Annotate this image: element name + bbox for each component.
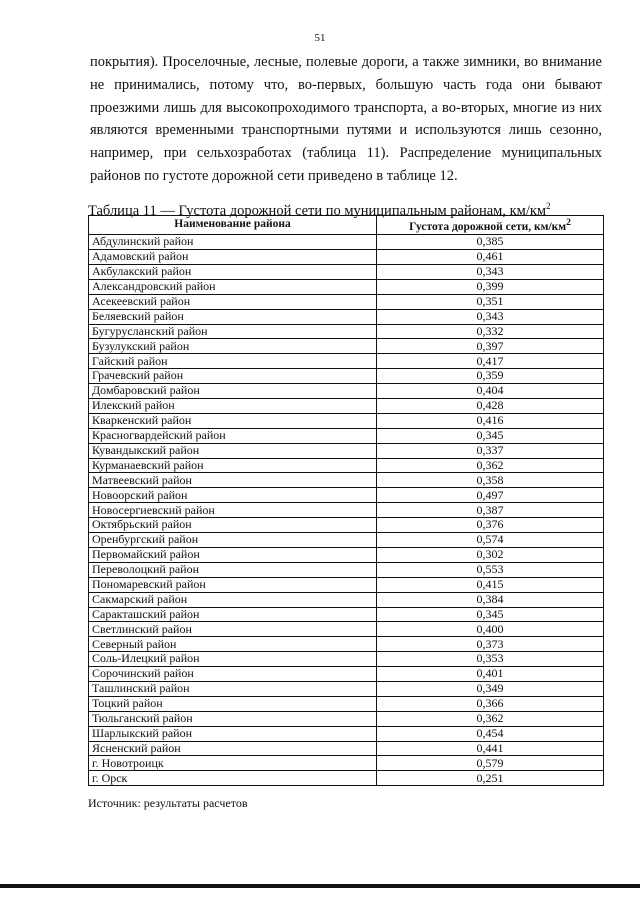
- table-row: [89, 488, 604, 503]
- table-row: [89, 354, 604, 369]
- table-row: [89, 369, 604, 384]
- district-name-cell: Соль-Илецкий район: [89, 652, 377, 667]
- road-density-cell: 0,553: [377, 562, 604, 577]
- road-density-cell: 0,376: [377, 518, 604, 533]
- table-row: [89, 413, 604, 428]
- table-row: [89, 250, 604, 265]
- road-density-cell: 0,359: [377, 369, 604, 384]
- district-name-cell: Красногвардейский район: [89, 428, 377, 443]
- road-density-cell: 0,337: [377, 443, 604, 458]
- table-row: [89, 547, 604, 562]
- table-row: [89, 681, 604, 696]
- table-row: [89, 637, 604, 652]
- road-density-cell: 0,385: [377, 235, 604, 250]
- table-row: [89, 294, 604, 309]
- table-row: [89, 428, 604, 443]
- table-row: [89, 309, 604, 324]
- district-name-cell: Светлинский район: [89, 622, 377, 637]
- table-row: [89, 235, 604, 250]
- table-row: [89, 771, 604, 786]
- district-name-cell: Беляевский район: [89, 309, 377, 324]
- district-name-cell: Тоцкий район: [89, 696, 377, 711]
- district-name-cell: Александровский район: [89, 279, 377, 294]
- table-row: [89, 324, 604, 339]
- road-density-cell: 0,332: [377, 324, 604, 339]
- district-name-cell: Сорочинский район: [89, 667, 377, 682]
- page-number: 51: [314, 32, 326, 44]
- table-row: [89, 726, 604, 741]
- road-density-cell: 0,417: [377, 354, 604, 369]
- district-name-cell: Ташлинский район: [89, 681, 377, 696]
- table-row: [89, 741, 604, 756]
- road-density-cell: 0,302: [377, 547, 604, 562]
- table-row: [89, 622, 604, 637]
- table-row: [89, 458, 604, 473]
- table-row: [89, 503, 604, 518]
- district-name-cell: Ясненский район: [89, 741, 377, 756]
- table-row: [89, 711, 604, 726]
- road-density-cell: 0,416: [377, 413, 604, 428]
- body-paragraph: покрытия). Проселочные, лесные, полевые дороги, а также зимники, во внимание не принимались, потому что, во-первых, большую часть года они бывают проезжими лишь для высокопроходимого транспорта, а во-вторых, многие из них являются временными транспортными путями и используются лишь сезонно, например, при сельхозработах (таблица 11). Распределение муниципальных районов по густоте дорожной сети приведено в таблице 12.: [90, 54, 602, 184]
- road-density-table: [88, 215, 604, 786]
- district-name-cell: Курманаевский район: [89, 458, 377, 473]
- table-row: [89, 265, 604, 280]
- district-name-cell: Тюльганский район: [89, 711, 377, 726]
- district-name-cell: Асекеевский район: [89, 294, 377, 309]
- road-density-cell: 0,345: [377, 428, 604, 443]
- table-row: [89, 592, 604, 607]
- district-name-cell: Домбаровский район: [89, 384, 377, 399]
- district-name-cell: Новоорский район: [89, 488, 377, 503]
- road-density-cell: 0,454: [377, 726, 604, 741]
- road-density-cell: 0,345: [377, 607, 604, 622]
- road-density-cell: 0,400: [377, 622, 604, 637]
- road-density-cell: 0,351: [377, 294, 604, 309]
- district-name-cell: г. Новотроицк: [89, 756, 377, 771]
- road-density-cell: 0,349: [377, 681, 604, 696]
- road-density-cell: 0,362: [377, 458, 604, 473]
- table-row: [89, 399, 604, 414]
- road-density-cell: 0,497: [377, 488, 604, 503]
- district-name-cell: Абдулинский район: [89, 235, 377, 250]
- road-density-cell: 0,353: [377, 652, 604, 667]
- table-row: [89, 667, 604, 682]
- table-row: [89, 533, 604, 548]
- road-density-cell: 0,579: [377, 756, 604, 771]
- table-row: [89, 518, 604, 533]
- road-density-cell: 0,251: [377, 771, 604, 786]
- district-name-cell: Сакмарский район: [89, 592, 377, 607]
- table-caption-text: Таблица 11 — Густота дорожной сети по муниципальным районам, км/км: [88, 203, 547, 219]
- district-name-cell: Северный район: [89, 637, 377, 652]
- header-road-density-superscript: 2: [566, 217, 571, 228]
- road-density-cell: 0,366: [377, 696, 604, 711]
- table-row: [89, 279, 604, 294]
- table-source-note: Источник: результаты расчетов: [88, 796, 248, 810]
- table-header-row: [89, 216, 604, 235]
- table-row: [89, 562, 604, 577]
- table-row: [89, 473, 604, 488]
- district-name-cell: Адамовский район: [89, 250, 377, 265]
- district-name-cell: Оренбургский район: [89, 533, 377, 548]
- road-density-cell: 0,387: [377, 503, 604, 518]
- road-density-cell: 0,384: [377, 592, 604, 607]
- bottom-rule: [0, 884, 640, 888]
- table-row: [89, 443, 604, 458]
- district-name-cell: Бугурусланский район: [89, 324, 377, 339]
- district-name-cell: Кувандыкский район: [89, 443, 377, 458]
- road-density-cell: 0,399: [377, 279, 604, 294]
- road-density-cell: 0,428: [377, 399, 604, 414]
- road-density-cell: 0,397: [377, 339, 604, 354]
- district-name-cell: Илекский район: [89, 399, 377, 414]
- road-density-cell: 0,343: [377, 309, 604, 324]
- district-name-cell: Пономаревский район: [89, 577, 377, 592]
- district-name-cell: Грачевский район: [89, 369, 377, 384]
- table-row: [89, 577, 604, 592]
- road-density-cell: 0,415: [377, 577, 604, 592]
- district-name-cell: Октябрьский район: [89, 518, 377, 533]
- road-density-cell: 0,358: [377, 473, 604, 488]
- district-name-cell: Саракташский район: [89, 607, 377, 622]
- table-row: [89, 652, 604, 667]
- road-density-cell: 0,574: [377, 533, 604, 548]
- header-road-density: [377, 216, 604, 235]
- road-density-cell: 0,362: [377, 711, 604, 726]
- district-name-cell: Новосергиевский район: [89, 503, 377, 518]
- table-caption-superscript: 2: [546, 201, 551, 211]
- header-district-name: Наименование района: [89, 216, 377, 235]
- header-road-density-text: Густота дорожной сети, км/км: [409, 220, 567, 233]
- road-density-cell: 0,343: [377, 265, 604, 280]
- district-name-cell: Переволоцкий район: [89, 562, 377, 577]
- district-name-cell: Акбулакский район: [89, 265, 377, 280]
- table-row: [89, 384, 604, 399]
- district-name-cell: Шарлыкский район: [89, 726, 377, 741]
- road-density-cell: 0,373: [377, 637, 604, 652]
- district-name-cell: г. Орск: [89, 771, 377, 786]
- table-row: [89, 607, 604, 622]
- table-row: [89, 339, 604, 354]
- district-name-cell: Кваркенский район: [89, 413, 377, 428]
- road-density-cell: 0,461: [377, 250, 604, 265]
- road-density-cell: 0,401: [377, 667, 604, 682]
- district-name-cell: Первомайский район: [89, 547, 377, 562]
- table-row: [89, 756, 604, 771]
- district-name-cell: Бузулукский район: [89, 339, 377, 354]
- table-row: [89, 696, 604, 711]
- road-density-cell: 0,441: [377, 741, 604, 756]
- table-body: [89, 235, 604, 786]
- district-name-cell: Матвеевский район: [89, 473, 377, 488]
- district-name-cell: Гайский район: [89, 354, 377, 369]
- road-density-cell: 0,404: [377, 384, 604, 399]
